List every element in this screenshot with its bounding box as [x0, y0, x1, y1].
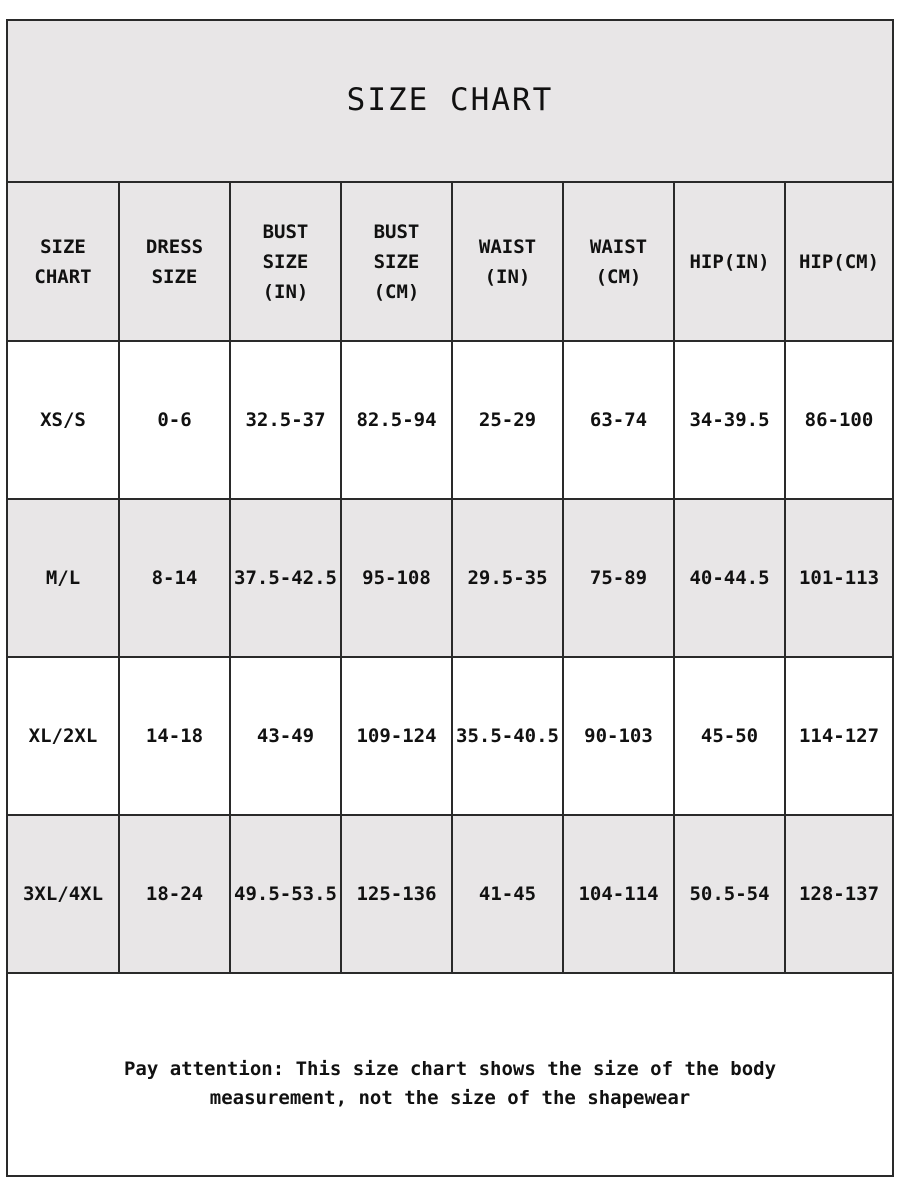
cell-size-chart: XS/S	[8, 341, 119, 499]
cell-waist-cm: 75-89	[563, 499, 674, 657]
note-line-1: Pay attention: This size chart shows the size of the body	[123, 1058, 777, 1080]
column-header-bust-in: BUST SIZE (IN)	[230, 183, 341, 341]
cell-hip-in: 50.5-54	[674, 815, 785, 973]
size-note	[8, 993, 892, 1175]
cell-waist-cm: 63-74	[563, 341, 674, 499]
cell-bust-cm: 82.5-94	[341, 341, 452, 499]
cell-bust-in: 43-49	[230, 657, 341, 815]
cell-bust-in: 32.5-37	[230, 341, 341, 499]
cell-bust-cm: 109-124	[341, 657, 452, 815]
cell-dress-size: 0-6	[119, 341, 230, 499]
cell-size-chart: XL/2XL	[8, 657, 119, 815]
cell-hip-in: 40-44.5	[674, 499, 785, 657]
column-header-bust-cm: BUST SIZE (CM)	[341, 183, 452, 341]
cell-waist-in: 35.5-40.5	[452, 657, 563, 815]
size-table	[8, 183, 892, 974]
column-header-dress-size: DRESS SIZE	[119, 183, 230, 341]
cell-size-chart: M/L	[8, 499, 119, 657]
cell-waist-in: 29.5-35	[452, 499, 563, 657]
cell-waist-in: 41-45	[452, 815, 563, 973]
table-row	[8, 815, 892, 973]
cell-size-chart: 3XL/4XL	[8, 815, 119, 973]
column-header-hip-cm: HIP(CM)	[785, 183, 892, 341]
column-header-waist-cm: WAIST (CM)	[563, 183, 674, 341]
title-banner	[8, 21, 892, 183]
page-title: SIZE CHART	[346, 82, 554, 118]
cell-hip-cm: 128-137	[785, 815, 892, 973]
table-row	[8, 341, 892, 499]
cell-hip-cm: 114-127	[785, 657, 892, 815]
cell-hip-cm: 86-100	[785, 341, 892, 499]
cell-bust-in: 37.5-42.5	[230, 499, 341, 657]
cell-waist-cm: 90-103	[563, 657, 674, 815]
cell-bust-cm: 125-136	[341, 815, 452, 973]
cell-dress-size: 14-18	[119, 657, 230, 815]
size-chart-sheet	[6, 19, 894, 1177]
note-line-2: measurement, not the size of the shapewear	[209, 1087, 691, 1109]
cell-bust-cm: 95-108	[341, 499, 452, 657]
table-header-row	[8, 183, 892, 341]
cell-hip-in: 45-50	[674, 657, 785, 815]
column-header-waist-in: WAIST (IN)	[452, 183, 563, 341]
cell-dress-size: 18-24	[119, 815, 230, 973]
cell-dress-size: 8-14	[119, 499, 230, 657]
cell-hip-in: 34-39.5	[674, 341, 785, 499]
column-header-size-chart: SIZE CHART	[8, 183, 119, 341]
cell-waist-cm: 104-114	[563, 815, 674, 973]
table-row	[8, 499, 892, 657]
table-row	[8, 657, 892, 815]
cell-hip-cm: 101-113	[785, 499, 892, 657]
cell-waist-in: 25-29	[452, 341, 563, 499]
cell-bust-in: 49.5-53.5	[230, 815, 341, 973]
column-header-hip-in: HIP(IN)	[674, 183, 785, 341]
